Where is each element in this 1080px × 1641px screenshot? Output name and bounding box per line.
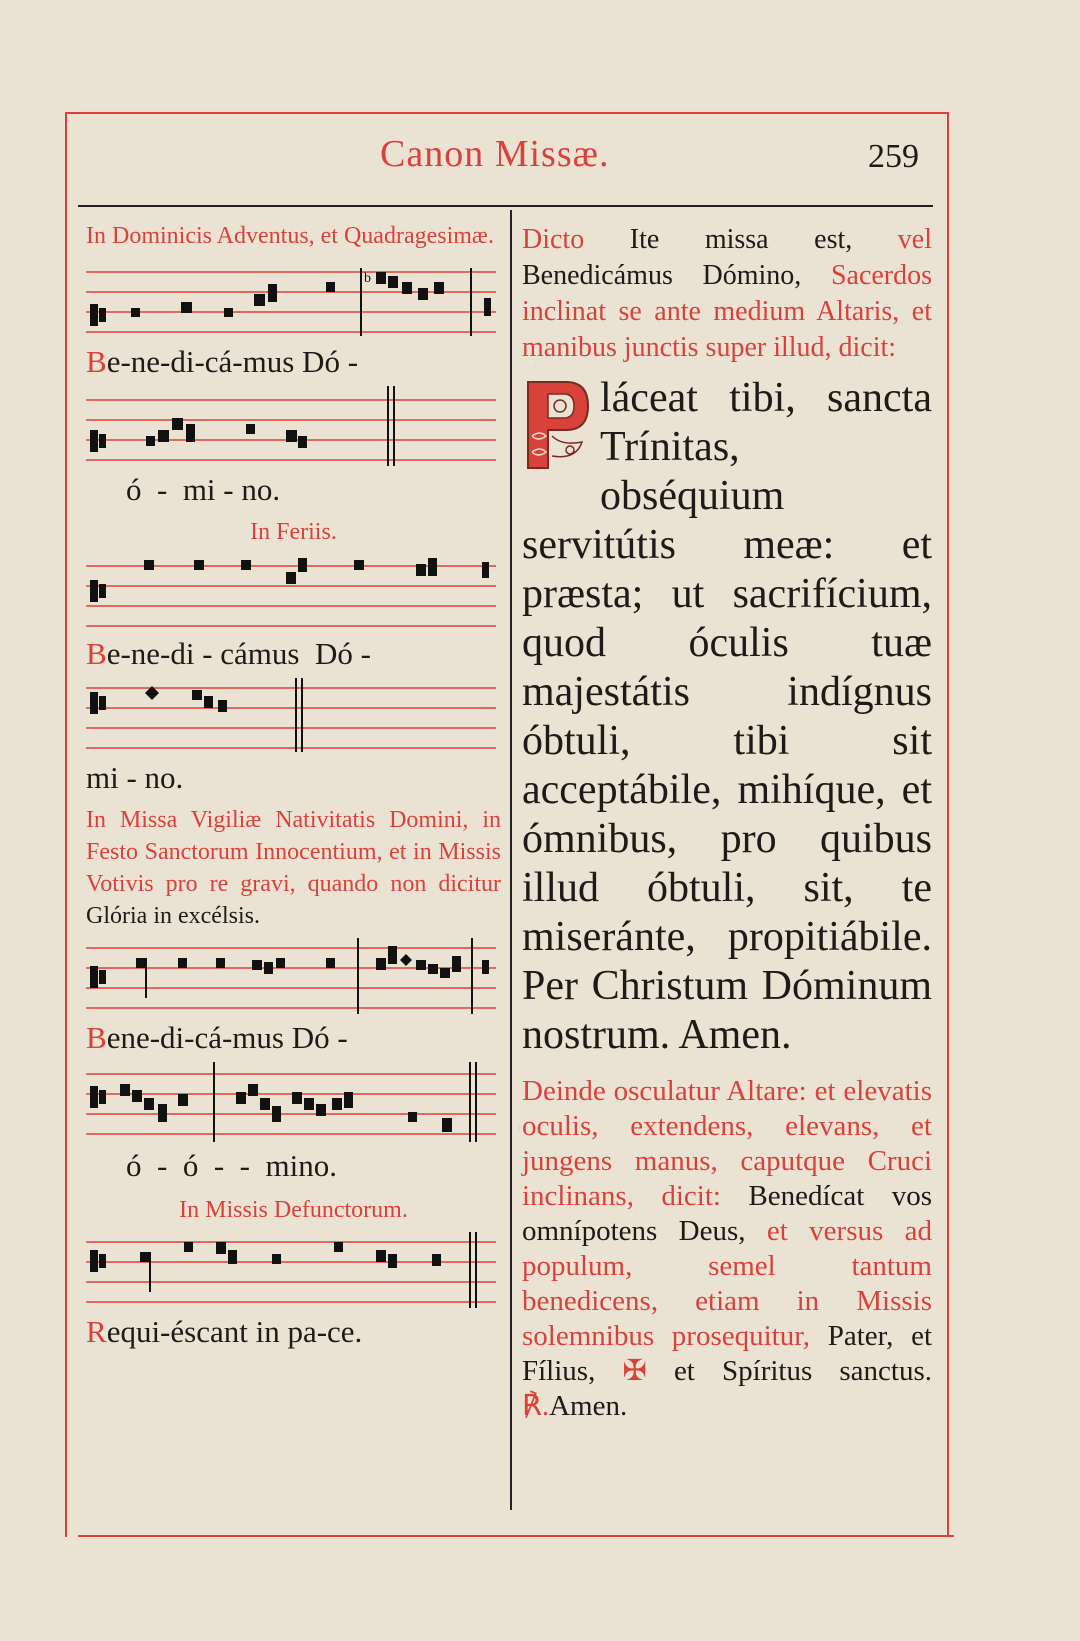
prayer-placeat: láceat tibi, sancta Trínitas, obséquium servitútis meæ: et præsta; ut sacrifícium, quod óculis tuæ majestátis indígnus óbtuli, tibi sit acceptábile, mihíque, et ómnibus, pro quibus illud óbtuli, sit, te miseránte, propitiábile. Per Christum Dóminum nostrum. Amen.: [522, 375, 932, 1058]
frame-top: [65, 112, 947, 114]
chant-4-line-2: mi - no.: [86, 760, 184, 795]
chant-staff-6: [86, 1062, 496, 1146]
rubric-deinde: Deinde osculatur Altare: et elevatis oculis, extendens, elevans, et jungens manus, caputque Cruci inclinans, dicit: Benedícat vos omnípotens Deus, et versus ad populum, semel tantum benedicens, etiam in Missis solemnibus prosequitur, Pater, et Fílius, ✠ et Spíritus sanctus. ℟.Amen.: [522, 1075, 933, 1422]
chant-staff-7: [86, 1232, 496, 1312]
chant-staff-4: [86, 678, 496, 754]
column-divider: [510, 210, 512, 1510]
rubric-dicto: Dicto Ite missa est, vel Benedicámus Dómino, Sacerdos inclinat se ante medium Altaris, et manibus junctis super illud, dicit:: [522, 224, 933, 363]
left-column: [86, 220, 501, 1350]
rubric-vigil: In Missa Vigiliæ Nativitatis Domini, in Festo Sanctorum Innocentium, et in Missis Votivis pro re gravi, quando non dicitur Glória in excélsis.: [86, 807, 501, 929]
page-number: 259: [868, 138, 919, 175]
rubric-ferial: In Feriis.: [250, 519, 337, 545]
frame-bottom: [78, 1535, 954, 1537]
chant-7-line-1: Requi-éscant in pa-ce.: [86, 1314, 363, 1349]
frame-right: [947, 112, 949, 1537]
chant-staff-2: [86, 386, 496, 470]
rubric-requiem: In Missis Defunctorum.: [179, 1197, 408, 1223]
rubric-advent-lent: In Dominicis Adventus, et Quadragesimæ.: [86, 223, 494, 249]
chant-6-line-2: ó - ó - - mino.: [126, 1148, 337, 1183]
cross-icon: ✠: [622, 1355, 647, 1387]
chant-1-line-1: Be-ne-di-cá-mus Dó -: [86, 344, 359, 379]
running-title: Canon Missæ.: [380, 133, 610, 175]
chant-3-line-1: Be-ne-di - cámus Dó -: [86, 636, 371, 671]
right-column: [522, 222, 932, 1424]
svg-text:b: b: [364, 271, 371, 286]
drop-cap-illuminated-p: [522, 376, 594, 474]
chant-staff-1: [86, 258, 496, 342]
header-rule: [78, 205, 933, 207]
chant-staff-3: [86, 554, 496, 634]
frame-left: [65, 112, 67, 1537]
response-icon: ℟.: [522, 1390, 550, 1422]
chant-2-line-2: ó - mi - no.: [126, 472, 281, 507]
chant-staff-5: [86, 938, 496, 1018]
chant-5-line-1: Bene-di-cá-mus Dó -: [86, 1020, 348, 1055]
